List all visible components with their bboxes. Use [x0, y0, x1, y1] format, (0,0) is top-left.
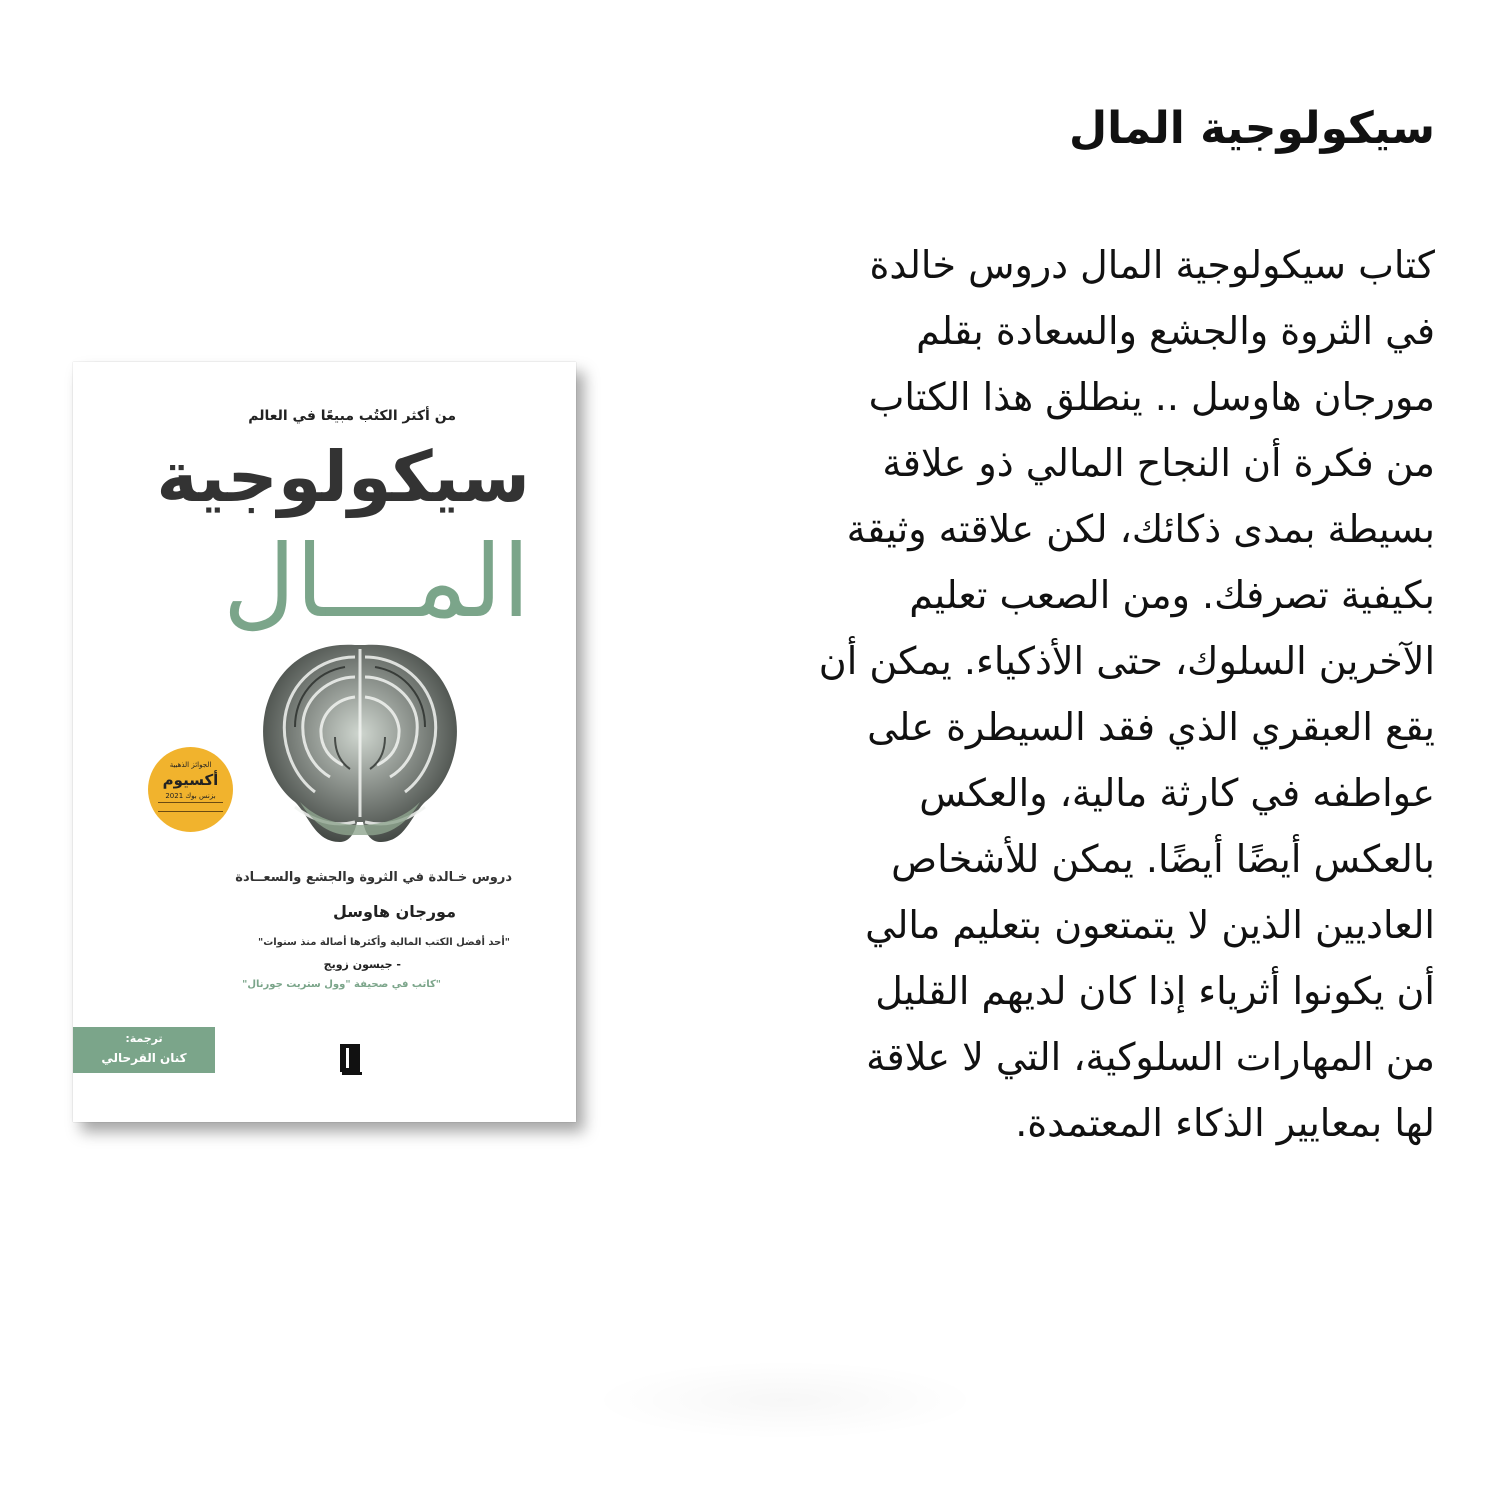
- cover-title-line2: المـــال: [222, 523, 530, 640]
- cover-quote-author: - جيسون زويج: [323, 958, 401, 971]
- page-title: سيكولوجية المال: [1069, 103, 1435, 154]
- translator-box: ترجمة: كنان القرحالي: [73, 1027, 215, 1073]
- description-line: بسيطة بمدى ذكائك، لكن علاقته وثيقة: [846, 507, 1435, 551]
- award-badge: الجوائز الذهبية أكسيوم بزنس بوك 2021: [148, 747, 233, 832]
- description-line: من المهارات السلوكية، التي لا علاقة: [866, 1035, 1435, 1079]
- description-line: أن يكونوا أثرياء إذا كان لديهم القليل: [875, 969, 1435, 1013]
- brain-maze-illustration: [255, 637, 465, 852]
- description-line: كتاب سيكولوجية المال دروس خالدة: [869, 243, 1435, 287]
- description-line: بالعكس أيضًا أيضًا. يمكن للأشخاص: [891, 837, 1435, 881]
- cover-title-line1: سيكولوجية: [156, 436, 530, 518]
- cover-tagline: من أكثر الكتُب مبيعًا في العالم: [248, 408, 456, 424]
- cover-quote-source: "كاتب في صحيفة "وول ستريت جورنال": [242, 979, 441, 990]
- description-line: الآخرين السلوك، حتى الأذكياء. يمكن أن: [818, 639, 1435, 683]
- publisher-logo-icon: [338, 1042, 366, 1076]
- description-line: بكيفية تصرفك. ومن الصعب تعليم: [909, 573, 1435, 617]
- description-line: من فكرة أن النجاح المالي ذو علاقة: [882, 441, 1435, 485]
- description-line: لها بمعايير الذكاء المعتمدة.: [1015, 1101, 1435, 1145]
- cover-author: مورجان هاوسل: [333, 902, 456, 921]
- book-description: [605, 232, 1435, 1156]
- description-line: عواطفه في كارثة مالية، والعكس: [919, 771, 1435, 815]
- description-line: يقع العبقري الذي فقد السيطرة على: [867, 705, 1435, 749]
- description-line: مورجان هاوسل .. ينطلق هذا الكتاب: [868, 375, 1435, 419]
- book-cover: [73, 362, 576, 1122]
- cover-subtitle: دروس خـالدة في الثروة والجشع والسعــادة: [235, 870, 512, 885]
- cover-quote: "أحد أفضل الكتب المالية وأكثرها أصالة منذ سنوات": [258, 937, 510, 948]
- description-line: في الثروة والجشع والسعادة بقلم: [916, 309, 1435, 353]
- faint-shadow: [590, 1360, 980, 1440]
- description-line: العاديين الذين لا يتمتعون بتعليم مالي: [865, 903, 1435, 947]
